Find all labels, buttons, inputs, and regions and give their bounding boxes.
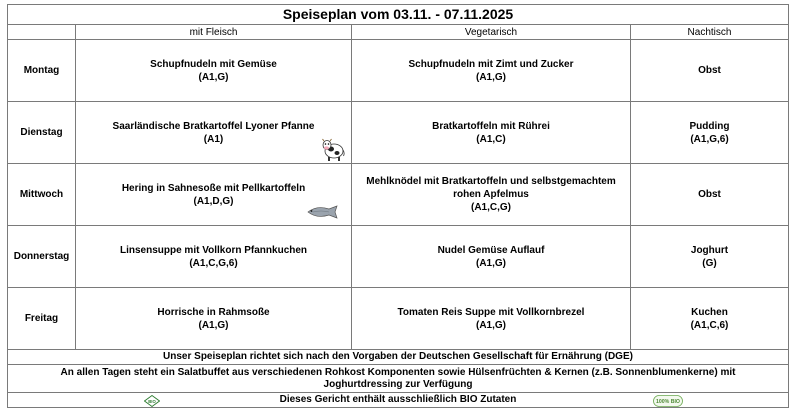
bio-row	[8, 394, 788, 406]
menu-sheet	[7, 4, 788, 408]
day-row-freitag	[8, 288, 789, 350]
meal-meat	[76, 226, 352, 288]
meal-dessert	[631, 102, 789, 164]
day-label: Dienstag	[8, 102, 76, 164]
meal-vegetarian	[352, 40, 631, 102]
meal-vegetarian	[352, 226, 631, 288]
bio-100-percent-icon	[653, 395, 683, 407]
meal-name: Hering in Sahnesoße mit Pellkartoffeln	[121, 182, 306, 194]
meal-meat	[76, 288, 352, 350]
day-row-donnerstag	[8, 226, 789, 288]
day-row-montag	[8, 40, 789, 102]
meal-dessert	[631, 226, 789, 288]
meal-name: Horrische in Rahmsoße	[157, 306, 270, 318]
day-label: Donnerstag	[8, 226, 76, 288]
column-header-meat: mit Fleisch	[76, 25, 352, 40]
meal-name: Mehlknödel mit Bratkartoffeln und selbstgemachtem rohen Apfelmus	[366, 176, 616, 200]
allergen-codes: (G)	[702, 257, 717, 269]
meal-dessert	[631, 164, 789, 226]
meal-name: Linsensuppe mit Vollkorn Pfannkuchen	[119, 244, 308, 256]
meal-meat	[76, 164, 352, 226]
meal-name: Kuchen	[691, 306, 728, 318]
allergen-codes: (A1,C,G)	[471, 202, 511, 213]
meal-name: Obst	[698, 189, 721, 200]
allergen-codes: (A1,G)	[476, 319, 506, 331]
svg-text:100% BIO: 100% BIO	[656, 399, 680, 405]
cow-icon	[321, 136, 345, 162]
allergen-codes: (A1,G)	[476, 71, 506, 83]
column-header-vegetarian: Vegetarisch	[352, 25, 631, 40]
allergen-codes: (A1,C,G,6)	[189, 257, 238, 269]
svg-text:BIO: BIO	[148, 398, 156, 404]
allergen-codes: (A1,G)	[198, 71, 229, 83]
meal-meat	[76, 102, 352, 164]
fish-icon	[305, 205, 341, 219]
meal-dessert	[631, 40, 789, 102]
day-label: Mittwoch	[8, 164, 76, 226]
menu-title: Speiseplan vom 03.11. - 07.11.2025	[8, 5, 789, 25]
allergen-codes: (A1,G)	[198, 319, 229, 331]
meal-name: Obst	[698, 65, 721, 76]
meal-name: Bratkartoffeln mit Rührei	[432, 120, 550, 132]
day-label: Montag	[8, 40, 76, 102]
day-row-mittwoch	[8, 164, 789, 226]
meal-vegetarian	[352, 288, 631, 350]
footer-bio-note	[8, 393, 789, 408]
allergen-codes: (A1,C,6)	[690, 319, 729, 331]
column-header-dessert: Nachtisch	[631, 25, 789, 40]
meal-name: Pudding	[689, 120, 730, 132]
header-empty	[8, 25, 76, 40]
allergen-codes: (A1,G,6)	[690, 133, 729, 145]
bio-note-text: Dieses Gericht enthält ausschließlich BIO Zutaten	[279, 394, 517, 405]
meal-vegetarian	[352, 102, 631, 164]
meal-dessert	[631, 288, 789, 350]
bio-seal-icon	[144, 395, 160, 407]
meal-name: Tomaten Reis Suppe mit Vollkornbrezel	[397, 306, 585, 318]
footer-salad-note: An allen Tagen steht ein Salatbuffet aus verschiedenen Rohkost Komponenten sowie Hülsenfrüchten & Kernen (z.B. Sonnenblumenkerne) mit Joghurtdressing zur Verfügung	[8, 365, 789, 393]
meal-name: Schupfnudeln mit Zimt und Zucker	[408, 58, 574, 70]
menu-table	[7, 4, 789, 408]
allergen-codes: (A1,D,G)	[193, 195, 234, 207]
day-row-dienstag	[8, 102, 789, 164]
meal-meat	[76, 40, 352, 102]
day-label: Freitag	[8, 288, 76, 350]
allergen-codes: (A1,C)	[476, 133, 506, 145]
meal-name: Saarländische Bratkartoffel Lyoner Pfanne	[112, 120, 315, 132]
meal-name: Schupfnudeln mit Gemüse	[150, 58, 277, 70]
meal-name: Nudel Gemüse Auflauf	[437, 244, 545, 256]
meal-name: Joghurt	[690, 244, 729, 256]
allergen-codes: (A1)	[203, 133, 224, 145]
allergen-codes: (A1,G)	[476, 257, 506, 269]
footer-dge-note: Unser Speiseplan richtet sich nach den Vorgaben der Deutschen Gesellschaft für Ernährung (DGE)	[8, 350, 789, 365]
meal-vegetarian	[352, 164, 631, 226]
